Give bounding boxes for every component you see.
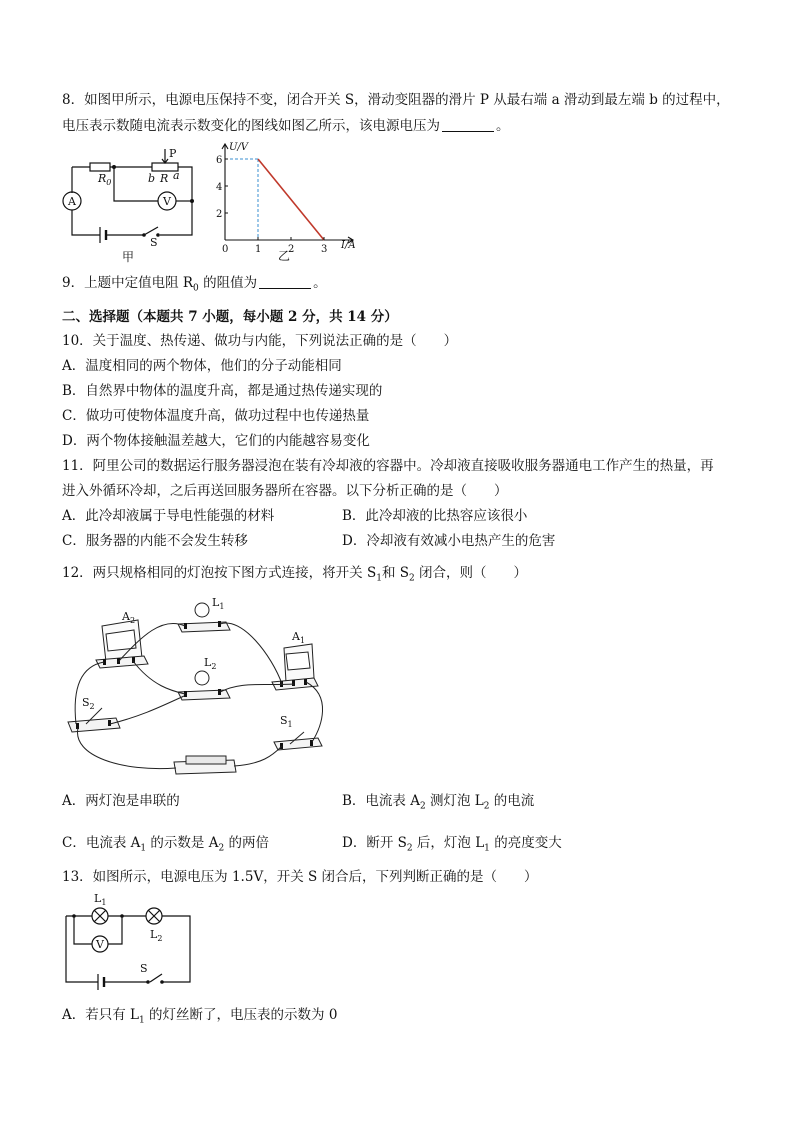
q9-text: 9．上题中定值电阻 R xyxy=(62,275,194,291)
q10-option-a[interactable]: A．温度相同的两个物体，他们的分子动能相同 xyxy=(62,358,342,374)
q12-optb-b: 测灯泡 L xyxy=(425,793,484,809)
q8-line2-end: 。 xyxy=(496,118,510,134)
q8-circuit-figure xyxy=(60,145,200,265)
p-label: P xyxy=(169,147,177,160)
q12-optd-as: 2 xyxy=(406,843,413,854)
series-line xyxy=(258,159,324,240)
a1-label: $A_1$ xyxy=(292,630,306,645)
voltmeter-label: V xyxy=(163,195,171,208)
q10-option-d[interactable]: D．两个物体接触温差越大，它们的内能越容易变化 xyxy=(62,433,370,449)
switch-label: S xyxy=(150,236,158,249)
q12-optb-as: 2 xyxy=(419,801,426,812)
q12-optb-bs: 2 xyxy=(483,801,490,812)
q12-optd-c: 的亮度变大 xyxy=(489,835,562,851)
q12-circuit-figure xyxy=(62,596,332,776)
ammeter-label: A xyxy=(68,195,76,208)
q13-stem: 13．如图所示，电源电压为 1.5V，开关 S 闭合后，下列判断正确的是（ ） xyxy=(62,869,538,885)
q9-text-end: 。 xyxy=(313,275,327,291)
q13-l2-label: $L_2$ xyxy=(150,928,163,943)
fig-right-caption: 乙 xyxy=(278,249,291,263)
q12-optc-a: C．电流表 A xyxy=(62,835,141,851)
q8-answer-blank[interactable] xyxy=(442,119,494,132)
q11-option-a[interactable]: A．此冷却液属于导电性能强的材料 xyxy=(62,508,275,524)
q8-graph xyxy=(215,140,365,265)
q12-stem xyxy=(62,564,527,588)
q12-optd-b: 后，灯泡 L xyxy=(412,835,485,851)
q11-option-d[interactable]: D．冷却液有效减小电热产生的危害 xyxy=(342,533,556,549)
q12-optb-c: 的电流 xyxy=(489,793,535,809)
q13-option-a[interactable] xyxy=(62,1006,337,1030)
q10-option-b[interactable]: B．自然界中物体的温度升高，都是通过热传递实现的 xyxy=(62,383,383,399)
q12-optb-a: B．电流表 A xyxy=(342,793,420,809)
l2-label: $L_2$ xyxy=(204,656,217,671)
q11-stem-line2: 进入外循环冷却，之后再送回服务器所在容器。以下分析正确的是（ ） xyxy=(62,483,508,499)
x-tick-label: 1 xyxy=(255,244,262,255)
q12-stem-c: 闭合，则（ ） xyxy=(414,565,528,581)
y-tick-label: 4 xyxy=(216,182,223,193)
q12-option-d[interactable] xyxy=(342,834,562,858)
q8-line2-text: 电压表示数随电流表示数变化的图线如图乙所示，该电源电压为 xyxy=(62,118,440,134)
q9-sub: 0 xyxy=(193,283,199,294)
b-label: b xyxy=(148,172,156,185)
q11-option-b[interactable]: B．此冷却液的比热容应该很小 xyxy=(342,508,528,524)
q13-voltmeter-label: V xyxy=(96,938,104,951)
q8-line2 xyxy=(62,117,510,135)
l1-label: $L_1$ xyxy=(212,596,225,611)
q11-stem-line1: 11．阿里公司的数据运行服务器浸泡在装有冷却液的容器中。冷却液直接吸收服务器通电工作产生的热量，再 xyxy=(62,458,714,474)
q12-stem-b: 和 S xyxy=(381,565,409,581)
graph-xlabel: I/A xyxy=(341,240,356,251)
q11-option-c[interactable]: C．服务器的内能不会发生转移 xyxy=(62,533,248,549)
q9-line xyxy=(62,274,327,298)
q12-option-a[interactable]: A．两灯泡是串联的 xyxy=(62,793,180,809)
q9-answer-blank[interactable] xyxy=(259,276,311,289)
q13-opta-b: 的灯丝断了，电压表的示数为 0 xyxy=(144,1007,338,1023)
q12-optc-b: 的示数是 A xyxy=(146,835,219,851)
section-title: 二、选择题（本题共 7 小题，每小题 2 分，共 14 分） xyxy=(62,309,398,325)
y-tick-label: 2 xyxy=(216,209,223,220)
q10-stem: 10．关于温度、热传递、做功与内能，下列说法正确的是（ ） xyxy=(62,333,458,349)
q12-sub2: 2 xyxy=(409,573,415,584)
r-label: R xyxy=(160,172,169,185)
x-tick-label: 3 xyxy=(321,244,328,255)
q12-optc-c: 的两倍 xyxy=(224,835,269,851)
q13-l1-label: $L_1$ xyxy=(94,892,107,907)
x-tick-label: 2 xyxy=(288,244,295,255)
fig-left-caption: 甲 xyxy=(122,250,135,264)
a-label: a xyxy=(173,169,180,182)
s2-label: $S_2$ xyxy=(82,696,95,711)
x-tick-label: 0 xyxy=(222,244,229,255)
q9-text-mid: 的阻值为 xyxy=(198,275,258,291)
q12-option-c[interactable] xyxy=(62,834,269,858)
q12-optc-as: 1 xyxy=(140,843,147,854)
q13-circuit-figure xyxy=(62,890,202,990)
q13-opta-as: 1 xyxy=(139,1015,145,1026)
q12-sub1: 1 xyxy=(376,573,382,584)
y-tick-label: 6 xyxy=(216,155,223,166)
q13-switch-label: S xyxy=(140,962,148,975)
graph-ylabel: U/V xyxy=(229,142,249,153)
q8-line1: 8．如图甲所示，电源电压保持不变，闭合开关 S，滑动变阻器的滑片 P 从最右端 a 滑动到最左端 b 的过程中， xyxy=(62,92,730,108)
s1-label: $S_1$ xyxy=(280,714,293,729)
r0-label: $R_0$ xyxy=(98,172,112,187)
q12-option-b[interactable] xyxy=(342,792,534,816)
q13-opta-a: A．若只有 L xyxy=(62,1007,140,1023)
q12-stem-a: 12．两只规格相同的灯泡按下图方式连接，将开关 S xyxy=(62,565,377,581)
q12-optd-a: D．断开 S xyxy=(342,835,407,851)
q12-optc-bs: 2 xyxy=(218,843,225,854)
a2-label: $A_2$ xyxy=(122,610,136,625)
q12-optd-bs: 1 xyxy=(484,843,490,854)
q10-option-c[interactable]: C．做功可使物体温度升高，做功过程中也传递热量 xyxy=(62,408,370,424)
